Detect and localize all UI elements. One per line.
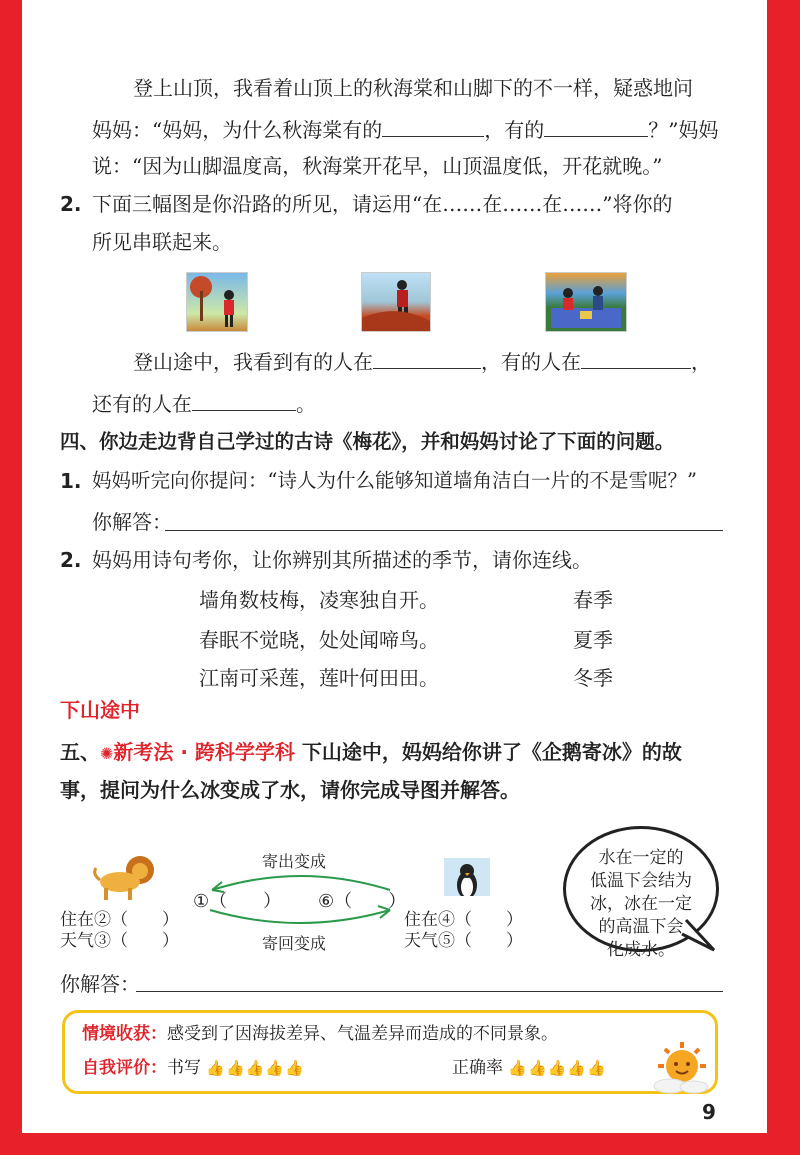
picture-picnic [545, 272, 627, 332]
q2-blank-1[interactable] [373, 348, 481, 369]
picnic-icon [546, 273, 626, 331]
bubble-tail [680, 918, 720, 954]
arrow-label-send: 寄出变成 [262, 852, 327, 871]
section-heading-downhill: 下山途中 [60, 698, 140, 722]
s4-q2-text: 妈妈用诗句考你，让你辨别其所描述的季节，请你连线。 [92, 548, 592, 572]
s4-answer-line[interactable] [165, 530, 723, 531]
q2-blank-3[interactable] [192, 390, 296, 411]
summary-line-1: 情境收获：感受到了因海拔差异、气温差异而造成的不同景象。 [82, 1024, 558, 1044]
story-line-1: 登上山顶，我看着山顶上的秋海棠和山脚下的不一样，疑惑地问 [133, 76, 693, 100]
q2-blank-2[interactable] [581, 348, 691, 369]
s5-answer-line[interactable] [136, 991, 723, 992]
q2-number: 2. [60, 192, 82, 216]
speech-bubble: 水在一定的 低温下会结为 冰，冰在一定 的高温下会 化成水。 [563, 826, 719, 952]
right-live[interactable]: 住在④（ ） [404, 910, 523, 930]
arrow-label-return: 寄回变成 [262, 934, 327, 953]
poem-2[interactable]: 春眠不觉晓，处处闻啼鸟。 [199, 628, 439, 652]
sun-icon [650, 1040, 712, 1095]
q2-fill-line-1: 登山途中，我看到有的人在 ，有的人在 ， [133, 350, 711, 374]
story-blank-2[interactable] [544, 116, 648, 137]
summary-line-2: 自我评价：书写 👍👍👍👍👍 [82, 1058, 305, 1078]
writing-rating-thumbs[interactable]: 👍👍👍👍👍 [206, 1059, 305, 1077]
poem-3[interactable]: 江南可采莲，莲叶何田田。 [199, 666, 439, 690]
penguin-icon [444, 858, 490, 902]
accuracy-rating-thumbs[interactable]: 👍👍👍👍👍 [508, 1059, 607, 1077]
person-photo-icon [362, 273, 430, 331]
season-spring[interactable]: 春季 [573, 588, 613, 612]
q2-line-2: 所见串联起来。 [92, 230, 232, 254]
page-number: 9 [702, 1100, 716, 1124]
left-weather[interactable]: 天气③（ ） [60, 931, 179, 951]
lion-icon [92, 852, 160, 902]
summary-accuracy: 正确率 👍👍👍👍👍 [452, 1058, 607, 1078]
q2-fill-line-2: 还有的人在 。 [92, 392, 316, 416]
blank-1[interactable]: ①（ ） [193, 891, 282, 912]
picture-person-tree [186, 272, 248, 332]
season-summer[interactable]: 夏季 [573, 628, 613, 652]
section-5-line-1: 五、✺新考法 · 跨科学学科 下山途中，妈妈给你讲了《企鹅寄冰》的故 [60, 740, 682, 764]
story-line-2: 妈妈：“妈妈，为什么秋海棠有的 ，有的 ？”妈妈 [92, 118, 719, 142]
section-4-title: 四、你边走边背自己学过的古诗《梅花》，并和妈妈讨论了下面的问题。 [60, 430, 675, 453]
left-live[interactable]: 住在②（ ） [60, 910, 179, 930]
story-blank-1[interactable] [382, 116, 484, 137]
story-line-3: 说：“因为山脚温度高，秋海棠开花早，山顶温度低，开花就晚。” [92, 154, 663, 178]
blank-6[interactable]: ⑥（ ） [318, 891, 407, 912]
q2-line-1: 下面三幅图是你沿路的所见，请运用“在……在……在……”将你的 [92, 192, 673, 216]
s4-q2-number: 2. [60, 548, 82, 572]
s4-q1-text: 妈妈听完向你提问：“诗人为什么能够知道墙角洁白一片的不是雪呢？” [92, 469, 697, 492]
right-weather[interactable]: 天气⑤（ ） [404, 931, 523, 951]
section-5-line-2: 事，提问为什么冰变成了水，请你完成导图并解答。 [60, 778, 520, 802]
s4-q1-number: 1. [60, 469, 82, 493]
s5-tag: 新考法 · 跨科学学科 [113, 740, 295, 764]
s4-answer-label: 你解答： [92, 510, 172, 534]
poem-1[interactable]: 墙角数枝梅，凌寒独自开。 [199, 588, 439, 612]
person-tree-icon [187, 273, 247, 331]
picture-person-photo [361, 272, 431, 332]
season-winter[interactable]: 冬季 [573, 666, 613, 690]
s5-answer-label: 你解答： [60, 972, 140, 996]
lightbulb-icon: ✺ [100, 744, 114, 763]
